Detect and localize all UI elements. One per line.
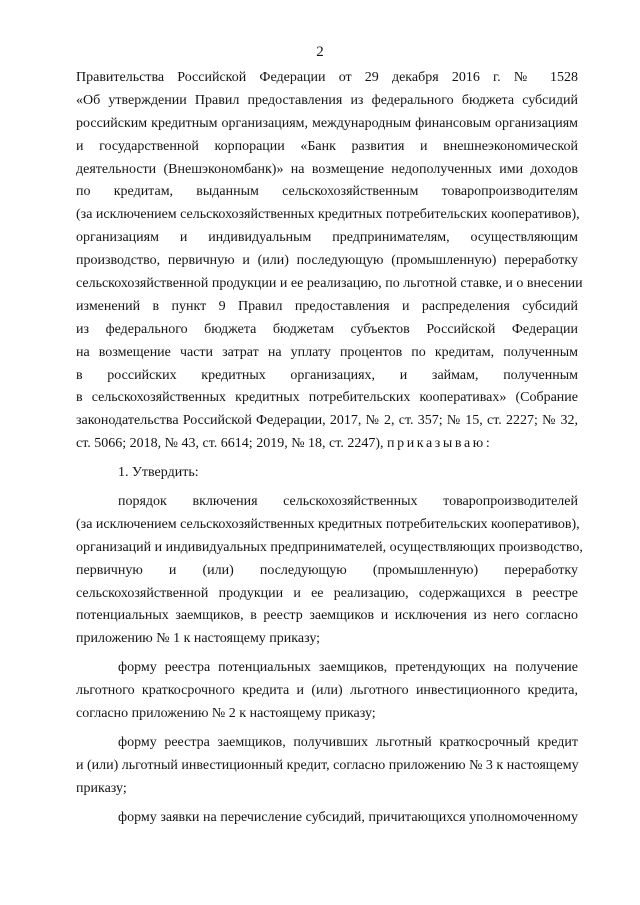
paragraph: [76, 732, 578, 801]
text-line: сельскохозяйственной продукции и ее реализацию, содержащихся в реестре: [76, 585, 578, 601]
citation-end: ст. 5066; 2018, № 43, ст. 6614; 2019, № 18, ст. 2247),: [76, 436, 387, 452]
text-line: деятельности (Внешэкономбанк)» на возмещение недополученных ими доходов: [76, 161, 578, 177]
paragraph: [76, 491, 583, 651]
text-line: согласно приложению № 2 к настоящему приказу;: [76, 706, 376, 722]
text-line: [76, 433, 578, 456]
text-line: первичную и (или) последующую (промышленную) переработку: [76, 562, 578, 578]
text-line: Правительства Российской Федерации от 29 декабря 2016 г. № 1528: [76, 70, 578, 85]
text-line: по кредитам, выданным сельскохозяйственным товаропроизводителям: [76, 184, 578, 200]
document-body: [76, 67, 583, 830]
text-line: и (или) льготный инвестиционный кредит, согласно приложению № 3 к настоящему: [76, 757, 579, 773]
text-line: (за исключением сельскохозяйственных кредитных потребительских кооперативов),: [76, 516, 580, 532]
text-line: в сельскохозяйственных кредитных потребительских кооперативах» (Собрание: [76, 390, 578, 406]
text-line: приложению № 1 к настоящему приказу;: [76, 631, 321, 647]
text-line: (за исключением сельскохозяйственных кредитных потребительских кооперативов),: [76, 207, 580, 223]
text-line: «Об утверждении Правил предоставления из федерального бюджета субсидий: [76, 92, 578, 108]
text-line: порядок включения сельскохозяйственных товаропроизводителей: [118, 494, 578, 510]
text-line: форму реестра потенциальных заемщиков, претендующих на получение: [118, 660, 578, 676]
paragraph: [76, 657, 578, 726]
order-word: приказываю:: [387, 436, 493, 452]
text-line: изменений в пункт 9 Правил предоставления и распределения субсидий: [76, 298, 578, 314]
text-line: форму заявки на перечисление субсидий, причитающихся уполномоченному: [118, 809, 578, 825]
text-line: потенциальных заемщиков, в реестр заемщиков и исключения из него согласно: [76, 608, 578, 624]
text-line: на возмещение части затрат на уплату процентов по кредитам, полученным: [76, 344, 578, 360]
paragraph: [76, 807, 578, 830]
text-line: 1. Утвердить:: [118, 465, 199, 481]
text-line: организаций и индивидуальных предпринимателей, осуществляющих производство,: [76, 539, 583, 555]
text-line: законодательства Российской Федерации, 2017, № 2, ст. 357; № 15, ст. 2227; № 32,: [76, 413, 578, 429]
text-line: организациям и индивидуальным предпринимателям, осуществляющим: [76, 230, 578, 246]
text-line: из федерального бюджета бюджетам субъектов Российской Федерации: [76, 321, 578, 337]
paragraph: [76, 462, 578, 485]
page-number: 2: [316, 44, 324, 60]
paragraph: [76, 67, 583, 456]
text-line: российским кредитным организациям, международным финансовым организациям: [76, 115, 578, 131]
text-line: производство, первичную и (или) последующую (промышленную) переработку: [76, 253, 578, 269]
text-line: приказу;: [76, 780, 127, 796]
text-line: форму реестра заемщиков, получивших льготный краткосрочный кредит: [118, 734, 578, 750]
text-line: и государственной корпорации «Банк развития и внешнеэкономической: [76, 138, 578, 154]
text-line: в российских кредитных организациях, и займам, полученным: [76, 367, 578, 383]
text-line: льготного краткосрочного кредита и (или) льготного инвестиционного кредита,: [76, 683, 578, 699]
text-line: сельскохозяйственной продукции и ее реализацию, по льготной ставке, и о внесении: [76, 276, 583, 292]
